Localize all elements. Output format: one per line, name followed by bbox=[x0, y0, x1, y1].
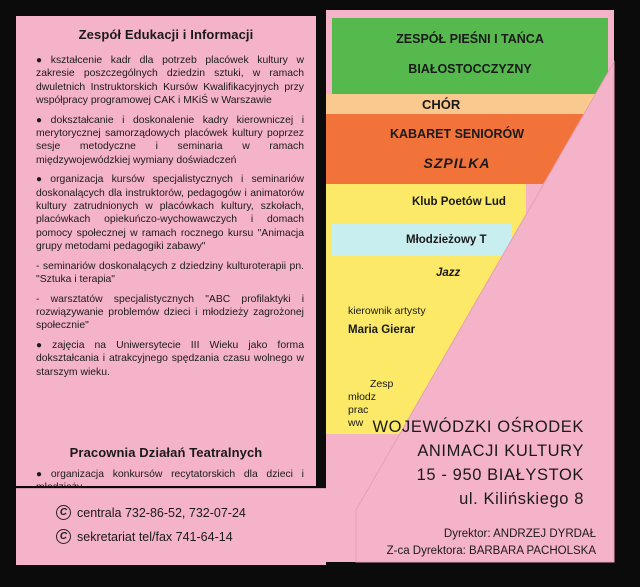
maria-label: Maria Gierar bbox=[348, 324, 416, 336]
chor-stripe: CHÓR bbox=[326, 94, 596, 114]
contact-central bbox=[56, 505, 246, 520]
list-item: ● kształcenie kadr dla potrzeb placówek kultury w zakresie poszczególnych dziedzin sztuki, w ramach dwuletnich Instruktorskich Kursów Kwalifikacyjnych przy współpracy programowej CAK i MKiŚ w Warszawie bbox=[36, 54, 304, 108]
zesp-line: młodz bbox=[348, 391, 377, 403]
phone-icon: C bbox=[56, 529, 71, 544]
contact-secretariat bbox=[56, 529, 233, 544]
list-item: ● organizacja kursów specjalistycznych i seminariów doskonalących dla instruktorów, pedagogów i animatorów kultury zatrudnionych w placówkach kultury, szkołach, placówkach opiekuńczo-wychowawczych i domach pomocy społecznej w ramach rocznego kursu "Animacja grupy metodami pedagogiki zabawy" bbox=[36, 173, 304, 253]
theatre-list bbox=[36, 468, 304, 486]
address-line: ul. Kilińskiego 8 bbox=[459, 490, 584, 508]
education-list bbox=[36, 54, 304, 385]
jazz-label: Jazz bbox=[436, 267, 461, 279]
phone-icon: C bbox=[56, 505, 71, 520]
director-line: Dyrektor: ANDRZEJ DYRDAŁ bbox=[443, 528, 596, 540]
list-item: ● organizacja konkursów recytatorskich dla dzieci i bbox=[36, 468, 304, 495]
klub-label: Klub Poetów Lud bbox=[412, 196, 506, 208]
list-item: - warsztatów specjalistycznych "ABC profilaktyki i rozwiązywanie problemów dzieci i młodzieży zagrożonej społecznie" bbox=[36, 293, 304, 332]
address-line: ANIMACJI KULTURY bbox=[417, 442, 584, 460]
education-title: Zespół Edukacji i Informacji bbox=[78, 27, 254, 42]
kabaret-line2: SZPILKA bbox=[423, 155, 491, 171]
address-line: 15 - 950 BIAŁYSTOK bbox=[416, 466, 584, 484]
list-item: - seminariów doskonalących z dziedziny kulturoterapii pn. "Sztuka i terapia" bbox=[36, 260, 304, 286]
zesp-line: Zesp bbox=[370, 378, 394, 390]
secretariat-number: sekretariat tel/fax 741-64-14 bbox=[77, 529, 233, 544]
deputy-director-line: Z-ca Dyrektora: BARBARA PACHOLSKA bbox=[386, 545, 596, 557]
kierownik-label: kierownik artysty bbox=[348, 305, 426, 317]
green-line2: BIAŁOSTOCCZYZNY bbox=[408, 62, 532, 76]
right-panel bbox=[326, 10, 614, 562]
list-item: ● zajęcia na Uniwersytecie III Wieku jako forma dokształcania i atrakcyjnego spędzania czasu wolnego w starszym wieku. bbox=[36, 339, 304, 379]
theatre-title: Pracownia Działań Teatralnych bbox=[69, 445, 263, 460]
zesp-line: prac bbox=[348, 404, 369, 416]
list-item: ● dokształcanie i doskonalenie kadry kierowniczej i merytorycznej samorządowych placówek kultury poprzez sesje metodyczne i seminaria w ramach międzywojewódzkiej wymiany doświadczeń bbox=[36, 114, 304, 168]
kabaret-line1: KABARET SENIORÓW bbox=[389, 127, 525, 141]
green-line1: ZESPÓŁ PIEŚNI I TAŃCA bbox=[396, 32, 544, 46]
left-panel bbox=[16, 16, 316, 486]
mlodziezowy-label: Młodzieżowy T bbox=[406, 234, 487, 246]
zesp-line: ww bbox=[348, 417, 364, 429]
address-line: WOJEWÓDZKI OŚRODEK bbox=[372, 418, 584, 436]
contact-panel bbox=[16, 488, 326, 565]
central-number: centrala 732-86-52, 732-07-24 bbox=[77, 505, 246, 520]
